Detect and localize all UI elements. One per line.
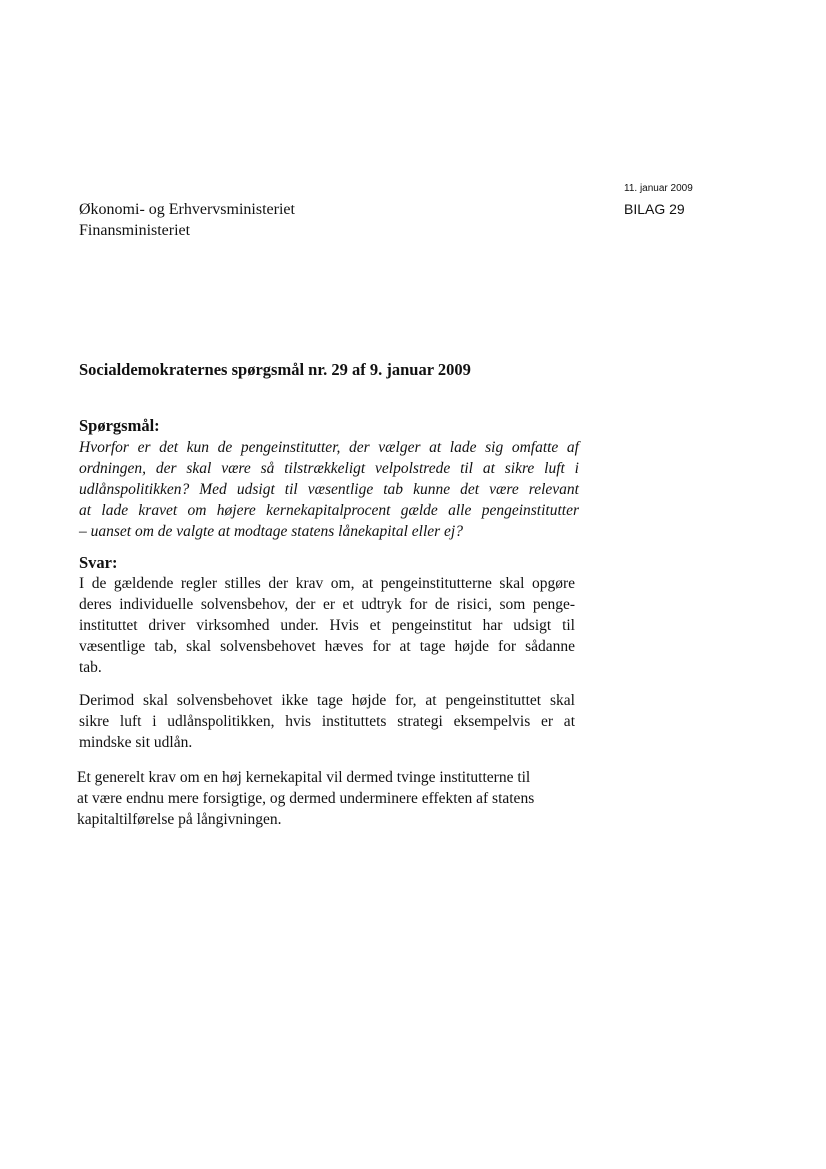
question-line: Hvorfor er det kun de pengeinstitutter, der vælger at lade sig omfatte af: [79, 439, 579, 456]
answer-line: deres individuelle solvensbehov, der er et udtryk for de risici, som penge-: [79, 596, 575, 613]
answer-line: mindske sit udlån.: [79, 734, 193, 751]
answer-line: tab.: [79, 659, 102, 676]
answer-heading: Svar:: [79, 553, 118, 572]
answer-paragraph-2: [79, 690, 575, 753]
bilag-number: BILAG 29: [624, 201, 685, 217]
question-text: [79, 437, 579, 542]
answer-line: kapitaltilførelse på långivningen.: [77, 811, 282, 828]
answer-line: sikre luft i udlånspolitikken, hvis instituttets strategi eksempelvis er at: [79, 713, 575, 730]
answer-line: Et generelt krav om en høj kernekapital vil dermed tvinge institutterne til: [77, 769, 531, 786]
answer-paragraph-3: [77, 767, 575, 830]
sender-ministry-1: Økonomi- og Erhvervsministeriet: [79, 201, 295, 218]
question-line: at lade kravet om højere kernekapitalprocent gælde alle pengeinstitutter: [79, 502, 579, 519]
sender-ministry-2: Finansministeriet: [79, 222, 191, 239]
answer-line: instituttet driver virksomhed under. Hvis et pengeinstitut har udsigt til: [79, 617, 575, 634]
answer-paragraph-1: [79, 573, 575, 678]
question-heading: Spørgsmål:: [79, 416, 160, 435]
sender-block: [79, 199, 295, 241]
answer-line: I de gældende regler stilles der krav om, at pengeinstitutterne skal opgøre: [79, 575, 575, 592]
question-line: – uanset om de valgte at modtage statens lånekapital eller ej?: [79, 523, 463, 540]
question-line: ordningen, der skal være så tilstrækkeligt velpolstrede til at sikre luft i: [79, 460, 579, 477]
answer-line: Derimod skal solvensbehovet ikke tage højde for, at pengeinstituttet skal: [79, 692, 575, 709]
answer-line: væsentlige tab, skal solvensbehovet hæves for at tage højde for sådanne: [79, 638, 575, 655]
question-line: udlånspolitikken? Med udsigt til væsentlige tab kunne det være relevant: [79, 481, 579, 498]
document-date: 11. januar 2009: [624, 183, 693, 194]
answer-line: at være endnu mere forsigtige, og dermed underminere effekten af statens: [77, 790, 535, 807]
document-subject: Socialdemokraternes spørgsmål nr. 29 af 9. januar 2009: [79, 360, 471, 379]
